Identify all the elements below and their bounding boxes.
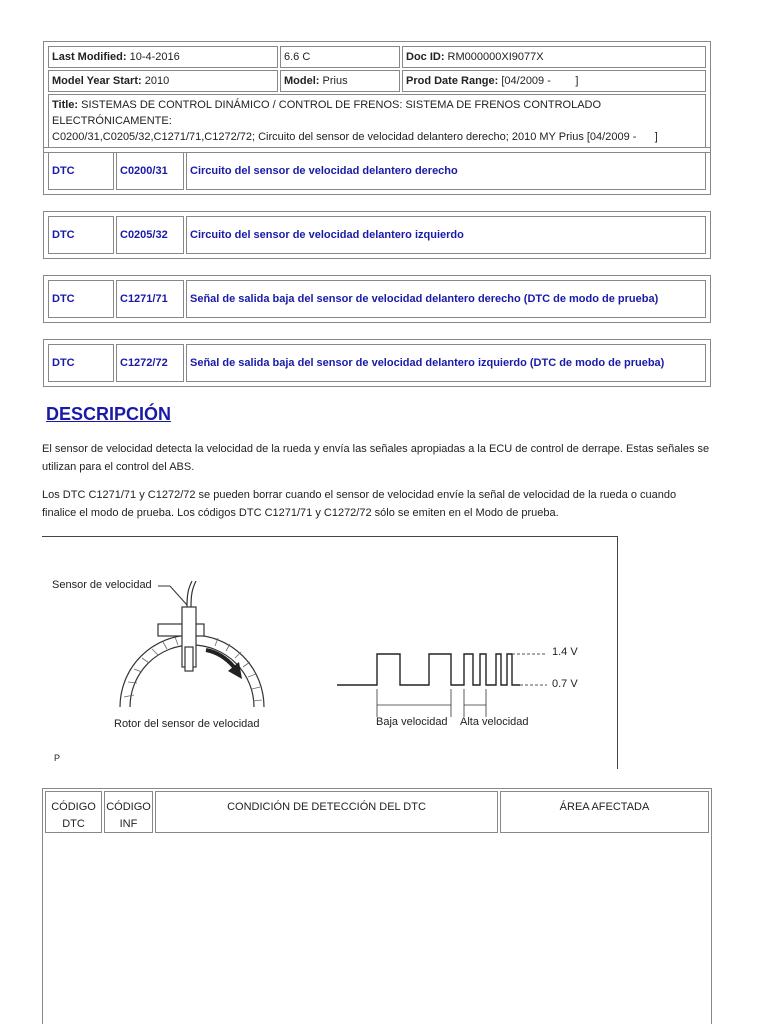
- doc-id-cell: Doc ID: RM000000XI9077X: [402, 46, 706, 68]
- dtc-row: [43, 339, 711, 387]
- dtc-row: [43, 275, 711, 323]
- sensor-bracket: [158, 624, 204, 636]
- dtc-label: DTC: [48, 280, 114, 318]
- sensor-diagram: [42, 537, 617, 769]
- document-header-table: [43, 41, 711, 153]
- dtc-detection-table: [42, 788, 712, 1024]
- dtc-label: DTC: [48, 344, 114, 382]
- dtc-code: C1272/72: [116, 344, 184, 382]
- dtc-row: [43, 147, 711, 195]
- sensor-label-leader: [170, 586, 187, 605]
- dtc-description: Señal de salida baja del sensor de velocidad delantero derecho (DTC de modo de prueba): [186, 280, 706, 318]
- header-codigo-inf: CÓDIGO INF: [104, 791, 153, 833]
- last-modified-cell: Last Modified: 10-4-2016: [48, 46, 278, 68]
- speed-sensor-figure: [42, 536, 618, 769]
- dtc-description: Circuito del sensor de velocidad delantero derecho: [186, 152, 706, 190]
- version-cell: 6.6 C: [280, 46, 400, 68]
- dtc-description: Señal de salida baja del sensor de velocidad delantero izquierdo (DTC de modo de prueba): [186, 344, 706, 382]
- dtc-code: C0200/31: [116, 152, 184, 190]
- title-cell: Title: SISTEMAS DE CONTROL DINÁMICO / CONTROL DE FRENOS: SISTEMA DE FRENOS CONTROLADO ELECTRÓNICAMENTE: C0200/31,C0205/32,C1271/71,C1272/72; Circuito del sensor de velocidad delantero derecho; 2010 MY Prius [04/2009 - ]: [48, 94, 706, 148]
- description-paragraph: El sensor de velocidad detecta la velocidad de la rueda y envía las señales apropiadas a la ECU de control de derrape. Estas señales se utilizan para el control del ABS.: [42, 443, 710, 473]
- high-speed-label: Alta velocidad: [460, 716, 529, 728]
- waveform: [337, 654, 520, 685]
- figure-corner-mark: P: [54, 753, 61, 763]
- model-year-cell: Model Year Start: 2010: [48, 70, 278, 92]
- model-cell: Model: Prius: [280, 70, 400, 92]
- voltage-low-label: 0.7 V: [552, 678, 578, 690]
- low-speed-label: Baja velocidad: [376, 716, 448, 728]
- sensor-tip: [185, 647, 193, 671]
- dtc-label: DTC: [48, 216, 114, 254]
- rotor-label: Rotor del sensor de velocidad: [114, 718, 260, 730]
- description-paragraph: Los DTC C1271/71 y C1272/72 se pueden borrar cuando el sensor de velocidad envíe la señal de velocidad de la rueda o cuando finalice el modo de prueba. Los códigos DTC C1271/71 y C1272/72 sólo se emiten en el Modo de prueba.: [42, 489, 677, 519]
- section-title: DESCRIPCIÓN: [46, 404, 172, 424]
- sensor-cable: [187, 581, 196, 607]
- prod-date-cell: Prod Date Range: [04/2009 - ]: [402, 70, 706, 92]
- dtc-description: Circuito del sensor de velocidad delantero izquierdo: [186, 216, 706, 254]
- dtc-label: DTC: [48, 152, 114, 190]
- header-condicion: CONDICIÓN DE DETECCIÓN DEL DTC: [155, 791, 498, 833]
- header-codigo-dtc: CÓDIGO DTC: [45, 791, 102, 833]
- header-area-afectada: ÁREA AFECTADA: [500, 791, 709, 833]
- dtc-code: C0205/32: [116, 216, 184, 254]
- sensor-label: Sensor de velocidad: [52, 579, 152, 591]
- dtc-row: [43, 211, 711, 259]
- voltage-high-label: 1.4 V: [552, 646, 578, 658]
- dtc-code: C1271/71: [116, 280, 184, 318]
